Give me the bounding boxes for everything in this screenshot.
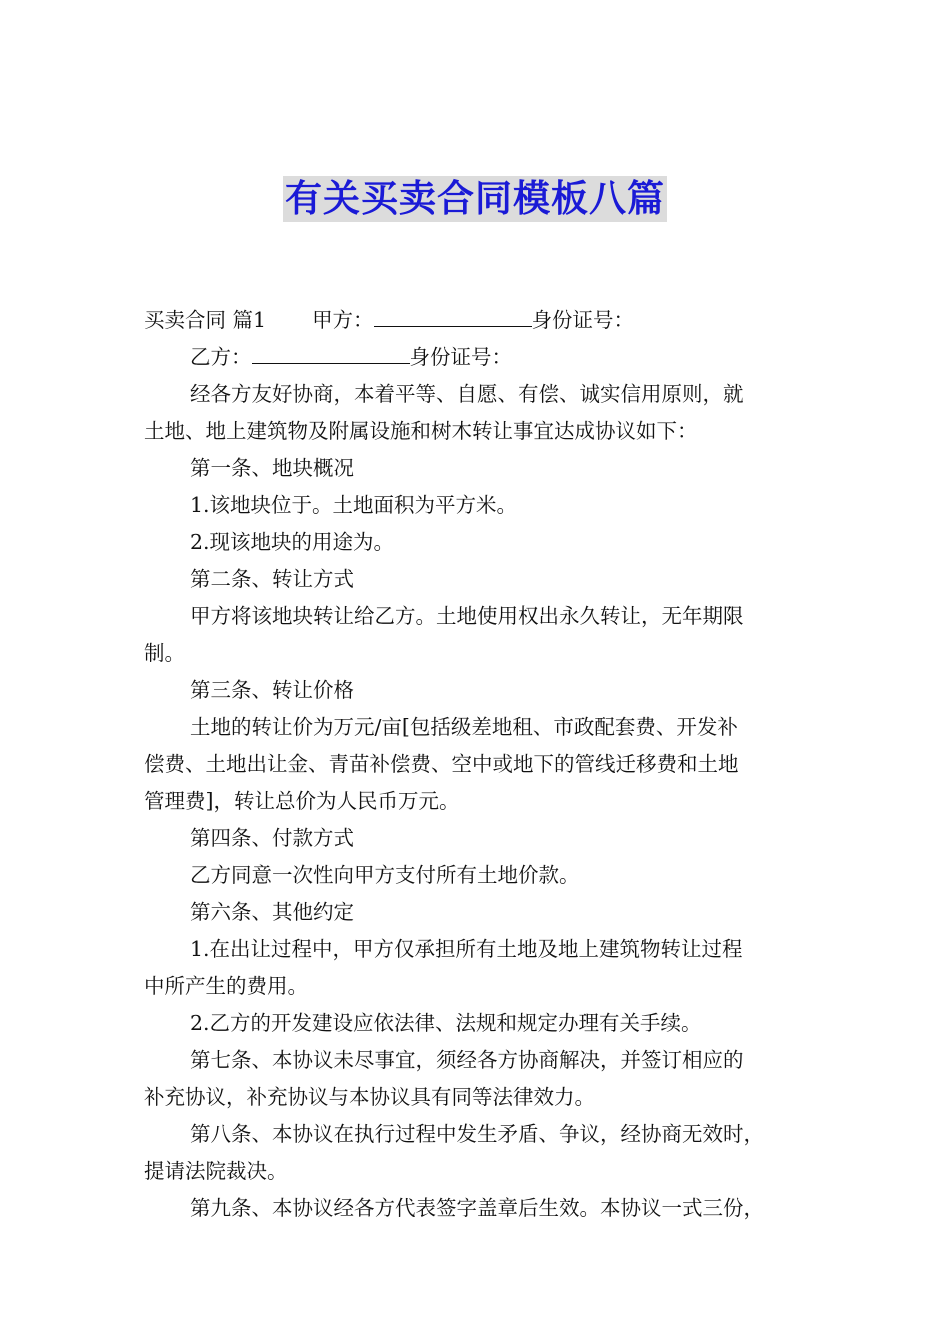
id-label-a: 身份证号： [531, 308, 635, 332]
contract-line: 经各方友好协商，本着平等、自愿、有偿、诚实信用原则，就 [190, 382, 744, 406]
party-b-line [144, 339, 808, 376]
contract-line: 1.在出让过程中，甲方仅承担所有土地及地上建筑物转让过程 [190, 937, 743, 961]
contract-line: 第四条、付款方式 [190, 826, 354, 850]
contract-line: 第一条、地块概况 [190, 456, 354, 480]
contract-line: 土地、地上建筑物及附属设施和树木转让事宜达成协议如下： [144, 419, 698, 443]
contract-line: 第九条、本协议经各方代表签字盖章后生效。本协议一式三份， [190, 1196, 764, 1220]
contract-line: 2.乙方的开发建设应依法律、法规和规定办理有关手续。 [190, 1011, 702, 1035]
id-label-b: 身份证号： [409, 345, 512, 369]
contract-line: 管理费]，转让总价为人民币万元。 [144, 789, 460, 813]
contract-line: 第三条、转让价格 [190, 678, 354, 702]
contract-line: 乙方同意一次性向甲方支付所有土地价款。 [190, 863, 580, 887]
contract-line: 土地的转让价为万元/亩[包括级差地租、市政配套费、开发补 [190, 715, 738, 739]
contract-line: 第七条、本协议未尽事宜，须经各方协商解决，并签订相应的 [190, 1048, 744, 1072]
contract-line: 1.该地块位于。土地面积为平方米。 [190, 493, 518, 517]
document-title: 有关买卖合同模板八篇 [285, 177, 665, 220]
party-b-label: 乙方： [190, 345, 252, 369]
contract-line: 偿费、土地出让金、青苗补偿费、空中或地下的管线迁移费和土地 [144, 752, 739, 776]
contract-line: 提请法院裁决。 [144, 1159, 288, 1183]
party-a-label: 甲方： [312, 308, 374, 332]
contract-line: 补充协议，补充协议与本协议具有同等法律效力。 [144, 1085, 595, 1109]
document-body [144, 302, 808, 1227]
party-a-blank [374, 304, 532, 327]
party-b-blank [252, 341, 410, 364]
contract-line: 制。 [144, 641, 185, 665]
contract-line: 甲方将该地块转让给乙方。土地使用权出永久转让，无年期限 [190, 604, 744, 628]
section-label: 买卖合同 篇1 [144, 308, 267, 332]
contract-line: 2.现该地块的用途为。 [190, 530, 395, 554]
contract-line: 第六条、其他约定 [190, 900, 354, 924]
contract-line: 第八条、本协议在执行过程中发生矛盾、争议，经协商无效时， [190, 1122, 764, 1146]
header-line [144, 302, 808, 339]
contract-line: 第二条、转让方式 [190, 567, 354, 591]
contract-lines [144, 376, 808, 1227]
title-container [0, 176, 950, 222]
contract-line: 中所产生的费用。 [144, 974, 308, 998]
